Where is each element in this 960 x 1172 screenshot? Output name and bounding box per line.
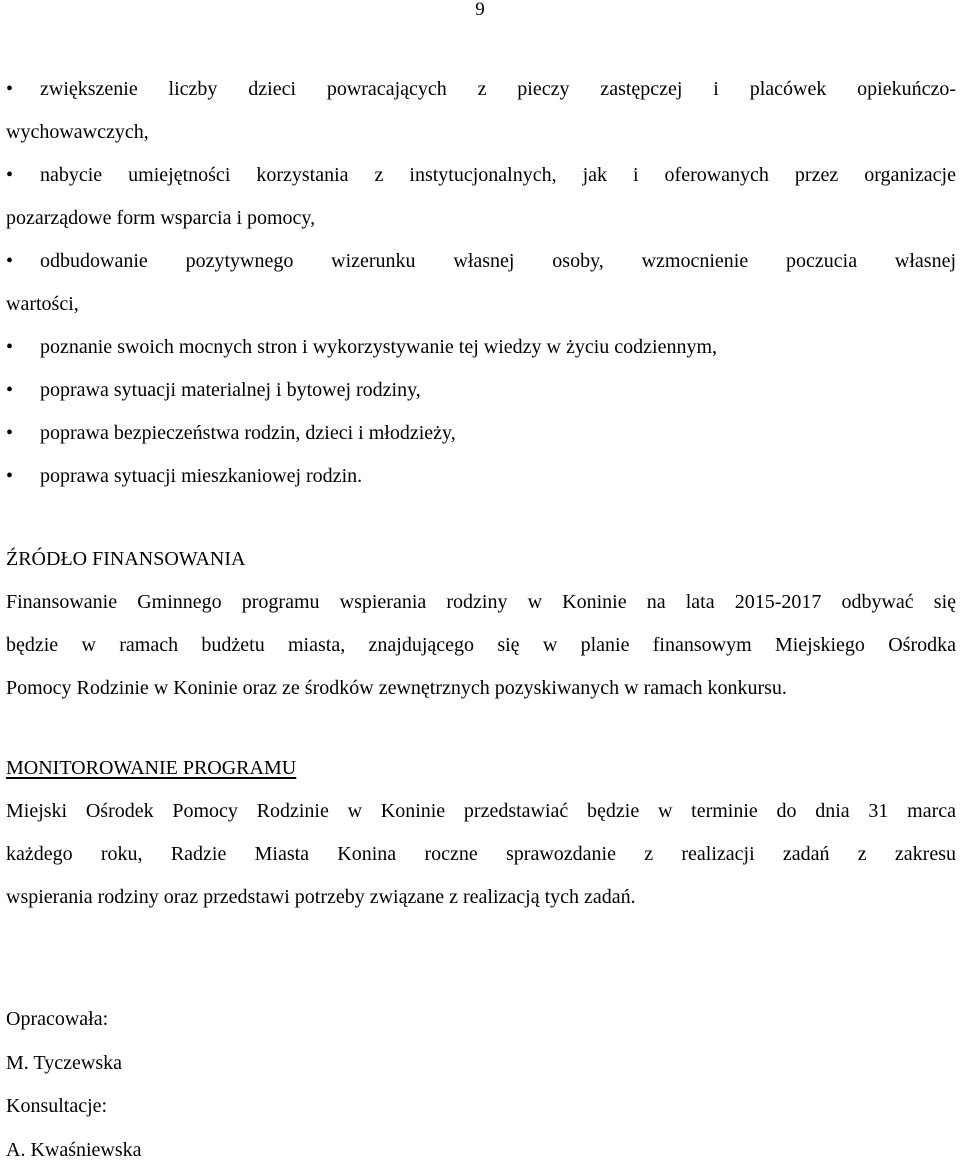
prepared-by-name: M. Tyczewska: [6, 1042, 142, 1086]
list-item-line: nabycie umiejętności korzystania z instytucjonalnych, jak i oferowanych przez organizacje: [40, 154, 956, 197]
funding-heading: ŹRÓDŁO FINANSOWANIA: [6, 538, 956, 581]
bullet-icon: •: [6, 412, 40, 455]
monitoring-section: [6, 747, 956, 919]
list-item-line: wychowawczych,: [6, 111, 956, 154]
list-item-line: wartości,: [6, 283, 956, 326]
signature-block: [6, 998, 142, 1172]
list-item-text: poprawa sytuacji materialnej i bytowej rodziny,: [40, 379, 421, 401]
bullet-icon: •: [6, 455, 40, 498]
bullet-icon: •: [6, 154, 40, 197]
list-item: [6, 455, 956, 498]
list-item-text: poznanie swoich mocnych stron i wykorzystywanie tej wiedzy w życiu codziennym,: [40, 336, 717, 358]
list-item-text: poprawa sytuacji mieszkaniowej rodzin.: [40, 465, 362, 487]
list-item: [6, 326, 956, 369]
monitoring-paragraph-line: Miejski Ośrodek Pomocy Rodzinie w Koninie przedstawiać będzie w terminie do dnia 31 marca: [6, 790, 956, 833]
bullet-icon: •: [6, 326, 40, 369]
consultation-name: A. Kwaśniewska: [6, 1129, 142, 1172]
monitoring-paragraph-line: każdego roku, Radzie Miasta Konina roczne sprawozdanie z realizacji zadań z zakresu: [6, 833, 956, 876]
list-item-line: odbudowanie pozytywnego wizerunku własnej osoby, wzmocnienie poczucia własnej: [40, 240, 956, 283]
monitoring-paragraph-line: wspierania rodziny oraz przedstawi potrzeby związane z realizacją tych zadań.: [6, 876, 956, 919]
list-item: [6, 68, 956, 154]
list-item: [6, 240, 956, 326]
bullet-icon: •: [6, 369, 40, 412]
bullet-icon: •: [6, 240, 40, 283]
list-item-line: zwiększenie liczby dzieci powracających z pieczy zastępczej i placówek opiekuńczo-: [40, 68, 956, 111]
prepared-by-label: Opracowała:: [6, 998, 142, 1042]
funding-section: [6, 538, 956, 710]
list-item-text: poprawa bezpieczeństwa rodzin, dzieci i młodzieży,: [40, 422, 456, 444]
goals-bullet-list: [6, 68, 956, 498]
list-item: [6, 412, 956, 455]
funding-paragraph-line: będzie w ramach budżetu miasta, znajdującego się w planie finansowym Miejskiego Ośrodka: [6, 624, 956, 667]
monitoring-heading: MONITOROWANIE PROGRAMU: [6, 747, 956, 790]
list-item: [6, 154, 956, 240]
funding-paragraph-line: Pomocy Rodzinie w Koninie oraz ze środków zewnętrznych pozyskiwanych w ramach konkursu.: [6, 667, 956, 710]
list-item: [6, 369, 956, 412]
consultation-label: Konsultacje:: [6, 1085, 142, 1129]
page-number: 9: [0, 0, 960, 21]
list-item-line: pozarządowe form wsparcia i pomocy,: [6, 197, 956, 240]
funding-paragraph-line: Finansowanie Gminnego programu wspierania rodziny w Koninie na lata 2015-2017 odbywać się: [6, 581, 956, 624]
bullet-icon: •: [6, 68, 40, 111]
